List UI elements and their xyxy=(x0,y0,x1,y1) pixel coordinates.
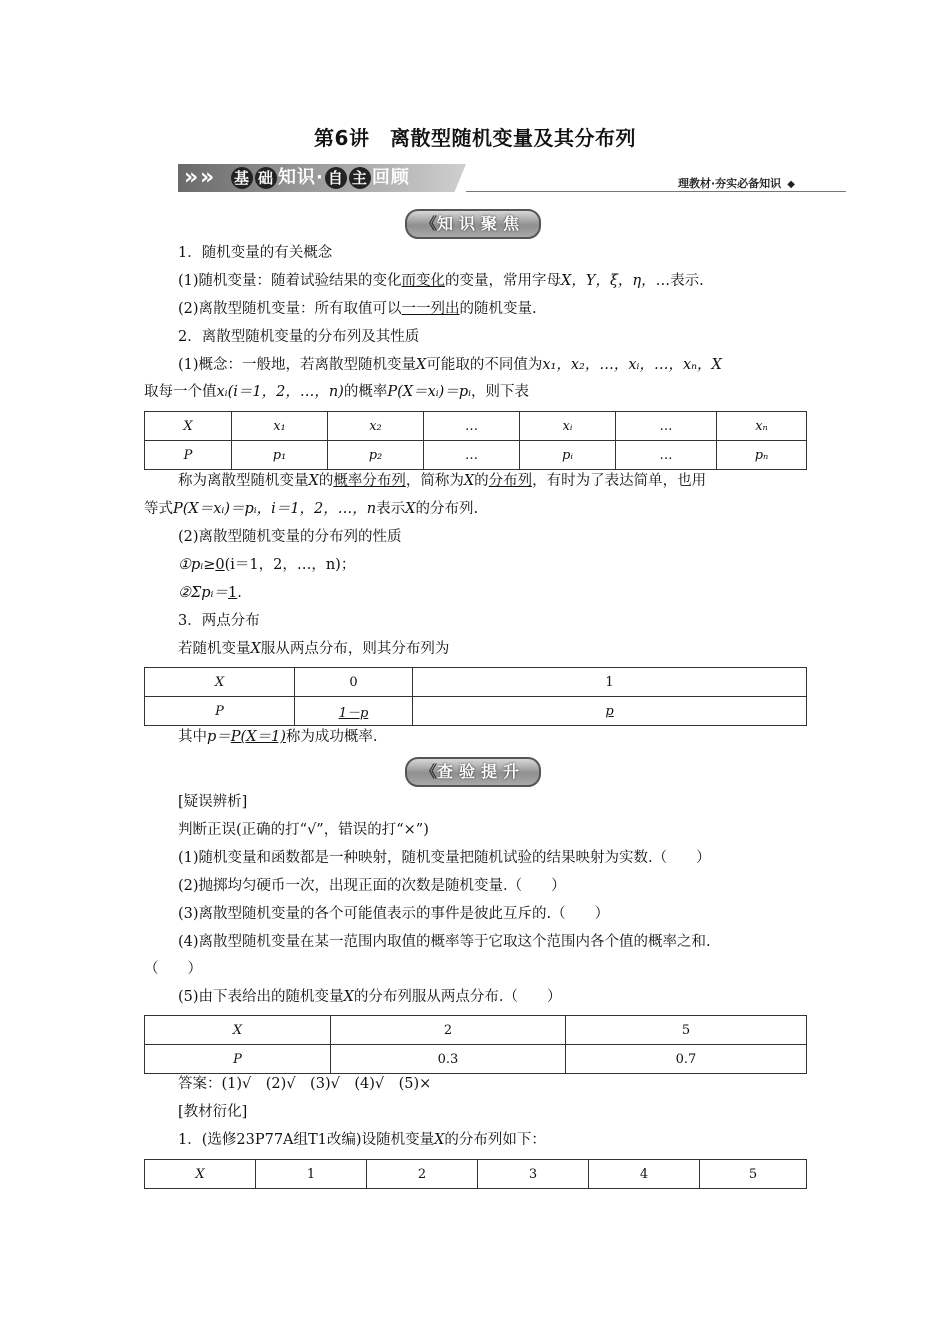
table-row: P 1－p p xyxy=(145,697,807,726)
text-line: ①pᵢ≥0(i＝1，2，…，n)； xyxy=(178,557,356,573)
text-line: 等式P(X＝xᵢ)＝pᵢ，i＝1，2，…，n表示X的分布列. xyxy=(144,501,479,517)
distribution-table-general xyxy=(144,411,807,470)
text-line: [教材衍化] xyxy=(178,1104,248,1120)
text-line: （ ） xyxy=(144,961,202,977)
table-row: X 1 2 3 4 5 xyxy=(145,1160,807,1189)
divider xyxy=(466,191,846,192)
diamond-icon: ◆ xyxy=(787,179,795,190)
text-line: (2)离散型随机变量：所有取值可以一一列出的随机变量. xyxy=(178,301,537,317)
text-line: (1)随机变量和函数都是一种映射，随机变量把随机试验的结果映射为实数.（ ） xyxy=(178,850,711,866)
text-line: 1．(选修23P77A组T1改编)设随机变量X的分布列如下： xyxy=(178,1132,546,1148)
text-line: (2)抛掷均匀硬币一次，出现正面的次数是随机变量.（ ） xyxy=(178,878,566,894)
distribution-table-question xyxy=(144,1159,807,1189)
text-line: (5)由下表给出的随机变量X的分布列服从两点分布.（ ） xyxy=(178,989,562,1005)
chevron-icon: » xyxy=(200,165,215,190)
table-row: P p₁ p₂ … pᵢ … pₙ xyxy=(145,441,807,470)
text-line: (1)随机变量：随着试验结果的变化而变化的变量，常用字母X，Y，ξ，η，…表示. xyxy=(178,273,704,289)
text-line: 3．两点分布 xyxy=(178,613,260,629)
text-line: [疑误辨析] xyxy=(178,794,248,810)
banner-text: 基 础 知识· 自 主 回顾 xyxy=(230,166,410,190)
banner-right-tag: 理教材·夯实必备知识 ◆ xyxy=(678,177,795,190)
text-line: (3)离散型随机变量的各个可能值表示的事件是彼此互斥的.（ ） xyxy=(178,906,610,922)
text-line: 称为离散型随机变量X的概率分布列，简称为X的分布列，有时为了表达简单，也用 xyxy=(178,473,707,489)
table-row: X x₁ x₂ … xᵢ … xₙ xyxy=(145,412,807,441)
distribution-table-exercise xyxy=(144,1015,807,1074)
page-title: 第6讲 离散型随机变量及其分布列 xyxy=(314,126,636,150)
text-line: 1．随机变量的有关概念 xyxy=(178,245,333,261)
table-row: X 0 1 xyxy=(145,668,807,697)
table-row: X 2 5 xyxy=(145,1016,807,1045)
answer-line: 答案：(1)√ (2)√ (3)√ (4)√ (5)× xyxy=(178,1076,432,1092)
section-label-check: 《查验提升 xyxy=(405,757,541,787)
text-line: 若随机变量X服从两点分布，则其分布列为 xyxy=(178,641,450,657)
two-point-distribution-table xyxy=(144,667,807,726)
table-row: P 0.3 0.7 xyxy=(145,1045,807,1074)
text-line: (2)离散型随机变量的分布列的性质 xyxy=(178,529,402,545)
text-line: 判断正误(正确的打“√”，错误的打“×”) xyxy=(178,822,429,838)
section-banner xyxy=(178,164,466,192)
text-line: (1)概念：一般地，若离散型随机变量X可能取的不同值为x₁，x₂，…，xᵢ，…，xₙ，X xyxy=(178,357,722,373)
text-line: 其中p＝P(X＝1)称为成功概率. xyxy=(178,729,378,745)
text-line: (4)离散型随机变量在某一范围内取值的概率等于它取这个范围内各个值的概率之和. xyxy=(178,934,711,950)
chevron-icon: » xyxy=(184,165,199,190)
text-line: 取每一个值xᵢ(i＝1，2，…，n)的概率P(X＝xᵢ)＝pᵢ，则下表 xyxy=(144,384,530,400)
text-line: 2．离散型随机变量的分布列及其性质 xyxy=(178,329,420,345)
section-label-knowledge: 《知识聚焦 xyxy=(405,209,541,239)
text-line: ②Σpᵢ＝1. xyxy=(178,585,242,601)
